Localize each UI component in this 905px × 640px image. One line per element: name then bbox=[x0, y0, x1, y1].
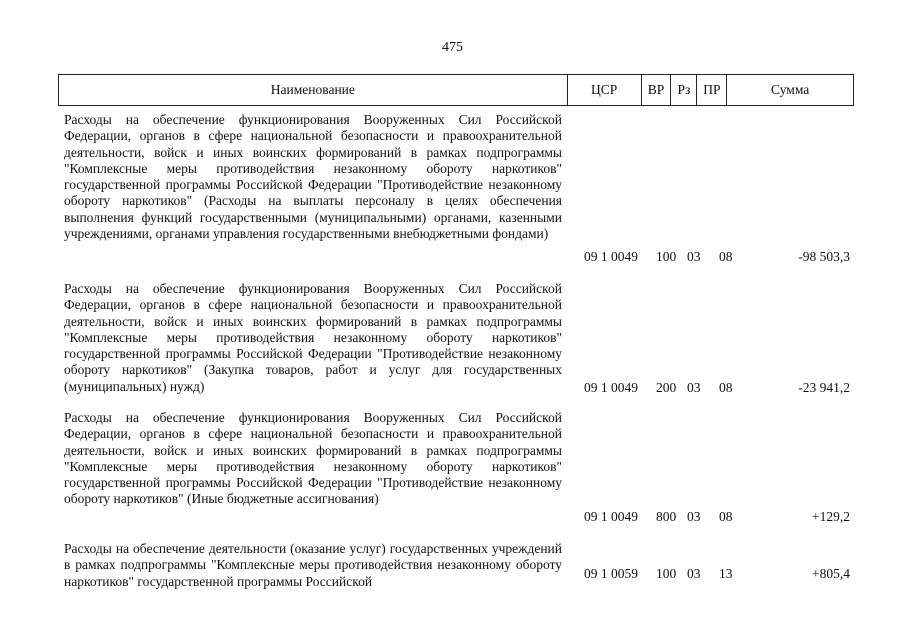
row-sum: +129,2 bbox=[812, 509, 850, 524]
row-rz: 03 bbox=[687, 566, 701, 581]
row-csr: 09 1 0059 bbox=[584, 566, 638, 581]
row-sum: -98 503,3 bbox=[798, 249, 850, 264]
column-header-pr: ПР bbox=[697, 75, 727, 105]
row-codes bbox=[58, 248, 854, 266]
table-header bbox=[58, 74, 854, 106]
page-number: 475 bbox=[442, 40, 463, 55]
row-rz: 03 bbox=[687, 249, 701, 264]
row-vr: 100 bbox=[656, 566, 677, 581]
row-codes bbox=[58, 565, 854, 583]
row-pr: 08 bbox=[719, 380, 733, 395]
row-vr: 800 bbox=[656, 509, 677, 524]
row-codes bbox=[58, 508, 854, 526]
row-description: Расходы на обеспечение деятельности (оказание услуг) государственных учреждений в рамках подпрограммы "Комплексные меры противодействия незаконному обороту наркотиков" государственной программы Российской bbox=[64, 541, 562, 589]
row-sum: -23 941,2 bbox=[798, 380, 850, 395]
row-csr: 09 1 0049 bbox=[584, 509, 638, 524]
row-pr: 08 bbox=[719, 249, 733, 264]
row-vr: 100 bbox=[656, 249, 677, 264]
row-description: Расходы на обеспечение функционирования Вооруженных Сил Российской Федерации, органов в сфере национальной безопасности и правоохранительной деятельности, войск и иных воинских формирований в рамках подпрограммы "Комплексные меры противодействия незаконному обороту наркотиков" государственной программы Российской Федерации "Противодействие незаконному обороту наркотиков" (Закупка товаров, работ и услуг для государственных (муниципальных) нужд) bbox=[64, 281, 562, 394]
row-csr: 09 1 0049 bbox=[584, 380, 638, 395]
row-vr: 200 bbox=[656, 380, 677, 395]
row-description: Расходы на обеспечение функционирования Вооруженных Сил Российской Федерации, органов в сфере национальной безопасности и правоохранительной деятельности, войск и иных воинских формирований в рамках подпрограммы "Комплексные меры противодействия незаконному обороту наркотиков" государственной программы Российской Федерации "Противодействие незаконному обороту наркотиков" (Иные бюджетные ассигнования) bbox=[64, 410, 562, 507]
row-description: Расходы на обеспечение функционирования Вооруженных Сил Российской Федерации, органов в сфере национальной безопасности и правоохранительной деятельности, войск и иных воинских формирований в рамках подпрограммы "Комплексные меры противодействия незаконному обороту наркотиков" государственной программы Российской Федерации "Противодействие незаконному обороту наркотиков" (Расходы на выплаты персоналу в целях обеспечения выполнения функций государственными (муниципальными) органами, казенными учреждениями, органами управления государственными внебюджетными фондами) bbox=[64, 112, 562, 242]
column-header-name: Наименование bbox=[59, 75, 568, 105]
row-pr: 08 bbox=[719, 509, 733, 524]
row-codes bbox=[58, 379, 854, 397]
column-header-rz: Рз bbox=[671, 75, 697, 105]
column-header-sum: Сумма bbox=[771, 82, 810, 97]
row-pr: 13 bbox=[719, 566, 733, 581]
column-header-csr: ЦСР bbox=[568, 75, 642, 105]
row-rz: 03 bbox=[687, 380, 701, 395]
row-csr: 09 1 0049 bbox=[584, 249, 638, 264]
column-header-vr: ВР bbox=[642, 75, 672, 105]
row-sum: +805,4 bbox=[812, 566, 850, 581]
row-rz: 03 bbox=[687, 509, 701, 524]
